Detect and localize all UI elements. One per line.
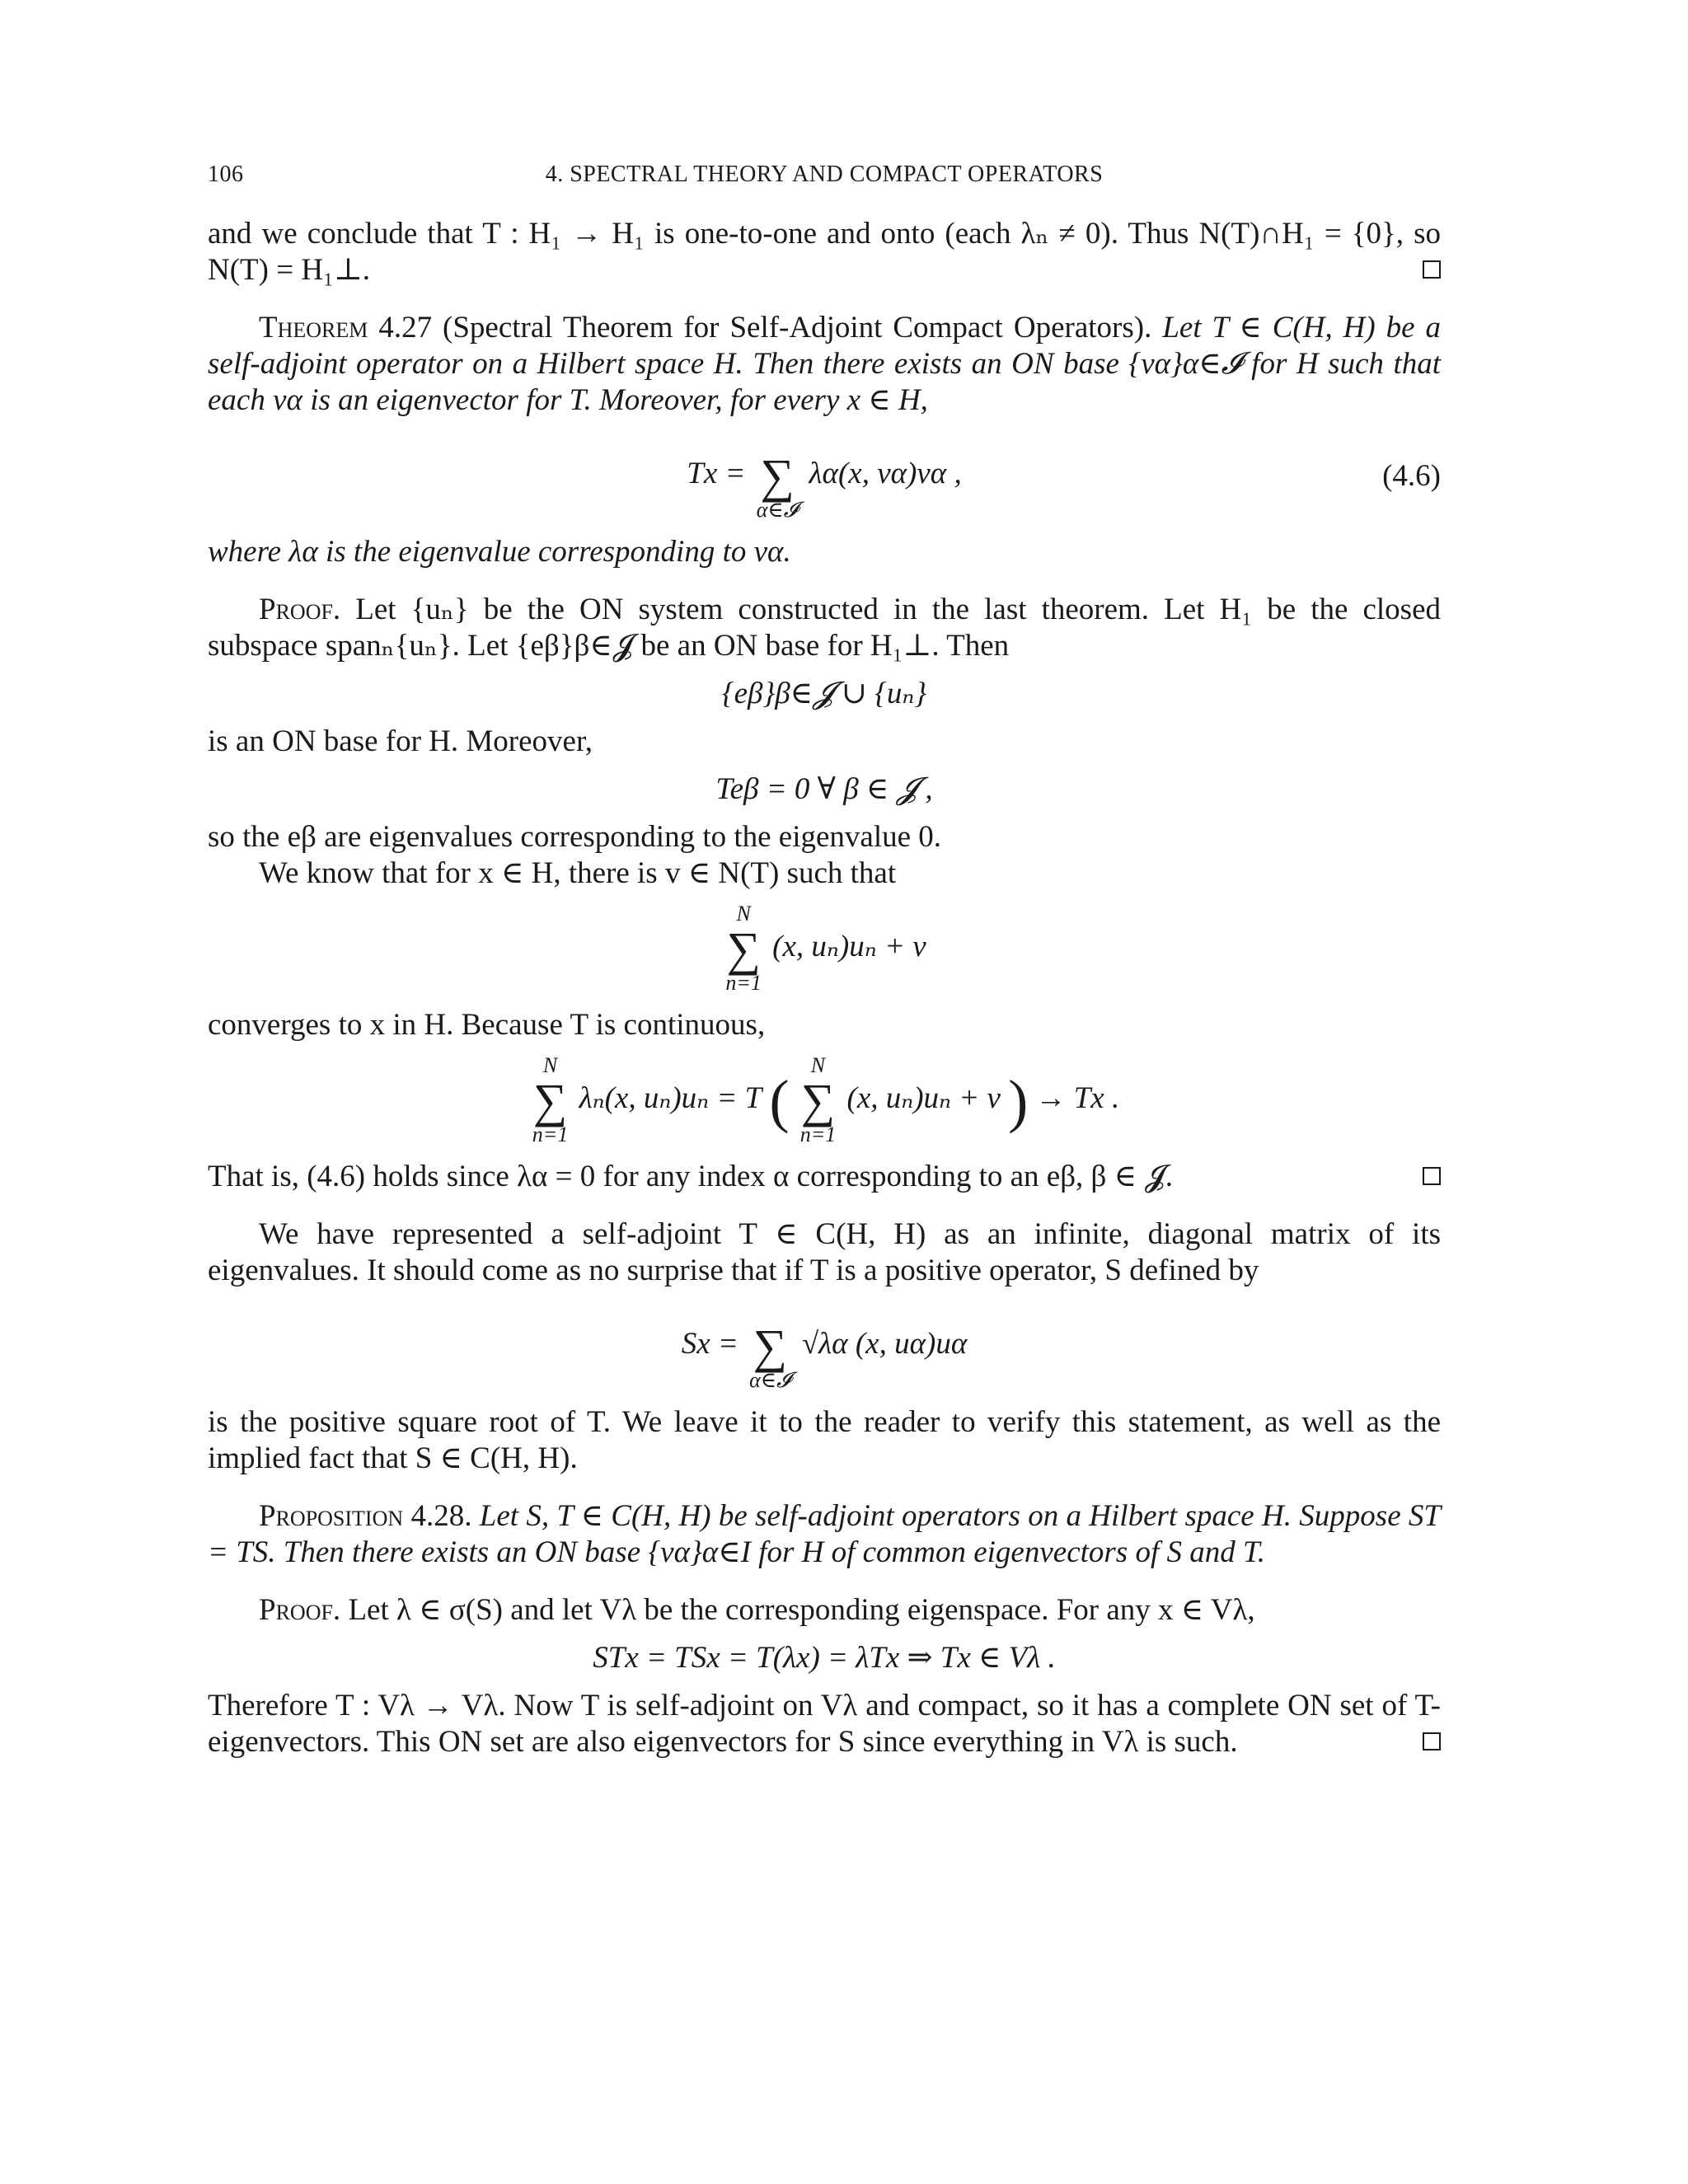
running-head xyxy=(208,157,1441,193)
right-paren-icon: ) xyxy=(1008,1068,1029,1134)
proof-1-text2-content: is an ON base for H. Moreover, xyxy=(208,724,593,758)
sum-lower-limit: n=1 xyxy=(799,1122,837,1146)
theorem-label: Theorem 4.27 xyxy=(259,311,433,344)
proof-label: Proof. xyxy=(259,593,341,626)
sum-upper-limit: N xyxy=(542,1053,558,1077)
proof-1-text3-content: so the eβ are eigenvalues corresponding to the eigenvalue 0. xyxy=(208,820,942,854)
display-commuting xyxy=(208,1640,1441,1676)
display-sqrt-rhs: √λα (x, uα)uα xyxy=(801,1327,968,1361)
display-sqrt-lhs: Sx = xyxy=(681,1327,738,1361)
paragraph-sqrt-text2: is the positive square root of T. We leave it to the reader to verify this statement, as well as the implied fact that S ∈ C(H, H). xyxy=(208,1405,1441,1475)
qed-square-icon xyxy=(1423,1167,1441,1185)
page-number: 106 xyxy=(208,162,244,187)
paragraph-conclusion xyxy=(208,216,1441,288)
sigma-icon: ∑ xyxy=(532,1074,568,1127)
display-commuting-text: STx = TSx = T(λx) = λTx ⇒ Tx ∈ Vλ . xyxy=(593,1641,1056,1675)
display-te-beta-text: Teβ = 0 ∀ β ∈ 𝓙 , xyxy=(715,772,933,806)
page xyxy=(208,157,1441,1760)
equation-number: (4.6) xyxy=(1382,459,1441,493)
sum-operator xyxy=(757,430,798,523)
equation-lhs: Tx = xyxy=(687,457,746,491)
sum-lower-limit: n=1 xyxy=(725,971,762,995)
proof-2-intro xyxy=(208,1592,1441,1629)
theorem-after xyxy=(208,534,1441,570)
sum-operator xyxy=(725,903,762,996)
sum-upper-limit: N xyxy=(736,902,751,926)
equation-rhs: λα(x, vα)vα , xyxy=(809,457,962,491)
paragraph-sqrt-text1: We have represented a self-adjoint T ∈ C(H, H) as an infinite, diagonal matrix of its eigenvalues. It should come as no surprise that if T is a positive operator, S defined by xyxy=(208,1217,1441,1287)
proof-1-text4-content: We know that for x ∈ H, there is v ∈ N(T) such that xyxy=(259,856,897,890)
display-base-union xyxy=(208,676,1441,712)
display-continuity xyxy=(208,1055,1441,1147)
proposition-label: Proposition 4.28. xyxy=(259,1499,472,1533)
proof-1-text6-content: That is, (4.6) holds since λα = 0 for any index α corresponding to an eβ, β ∈ 𝓙. xyxy=(208,1160,1174,1193)
proof-1-text3 xyxy=(208,819,1441,855)
proof-1-text6 xyxy=(208,1159,1441,1195)
proof-1-text1: Let {uₙ} be the ON system constructed in the last theorem. Let H₁ be the closed subspace spanₙ{uₙ}. Let {eβ}β∈𝓙 be an ON base for H₁⊥. Then xyxy=(208,593,1441,663)
proof-1-intro xyxy=(208,592,1441,664)
sum-lower-limit: α∈𝓘 xyxy=(749,1368,791,1392)
display-continuity-left: λₙ(x, uₙ)uₙ = T xyxy=(579,1081,762,1116)
sigma-icon: ∑ xyxy=(753,1319,788,1373)
proposition-statement: Let S, T ∈ C(H, H) be self-adjoint operators on a Hilbert space H. Suppose ST = TS. Then there exists an ON base {vα}α∈I for H of common eigenvectors of S and T. xyxy=(208,1499,1441,1569)
sigma-icon: ∑ xyxy=(800,1074,836,1127)
paragraph-conclusion-text: and we conclude that T : H₁ → H₁ is one-to-one and onto (each λₙ ≠ 0). Thus N(T)∩H₁ = {0}, so N(T) = H₁⊥. xyxy=(208,217,1441,287)
proof-1-text5 xyxy=(208,1007,1441,1043)
sum-operator xyxy=(800,1055,837,1147)
theorem-title: (Spectral Theorem for Self-Adjoint Compact Operators). xyxy=(443,311,1152,344)
proof-1-text4 xyxy=(208,855,1441,892)
qed-square-icon xyxy=(1423,1732,1441,1750)
proof-2-text1: Let λ ∈ σ(S) and let Vλ be the corresponding eigenspace. For any x ∈ Vλ, xyxy=(348,1593,1255,1627)
theorem-statement: Let T ∈ C(H, H) be a self-adjoint operator on a Hilbert space H. Then there exists an ON base {vα}α∈𝓘 for H such that each vα is an eigenvector for T. Moreover, for every x ∈ H, xyxy=(208,311,1442,417)
proof-2-end xyxy=(208,1688,1441,1760)
paragraph-sqrt-end xyxy=(208,1404,1441,1477)
display-sqrt xyxy=(208,1301,1441,1393)
proof-2-text2: Therefore T : Vλ → Vλ. Now T is self-adjoint on Vλ and compact, so it has a complete ON set of T-eigenvectors. This ON set are also eigenvectors for S since everything in Vλ is such. xyxy=(208,1689,1441,1759)
theorem-after-text: where λα is the eigenvalue corresponding to vα. xyxy=(208,535,791,569)
proof-label: Proof. xyxy=(259,1593,341,1627)
display-continuity-inner: (x, uₙ)uₙ + v xyxy=(846,1081,1001,1116)
proof-1-text2 xyxy=(208,724,1441,760)
equation-4-6 xyxy=(208,430,1441,523)
sigma-icon: ∑ xyxy=(726,922,761,976)
sum-operator xyxy=(749,1301,790,1393)
sum-lower-limit: α∈𝓘 xyxy=(756,498,799,522)
sum-operator xyxy=(532,1055,569,1147)
proposition-4-28 xyxy=(208,1498,1441,1571)
display-te-beta xyxy=(208,771,1441,808)
proof-1-text5-content: converges to x in H. Because T is continuous, xyxy=(208,1008,766,1042)
display-base-union-text: {eβ}β∈𝓙 ∪ {uₙ} xyxy=(721,677,927,710)
qed-square-icon xyxy=(1423,260,1441,279)
sum-lower-limit: n=1 xyxy=(532,1122,569,1146)
left-paren-icon: ( xyxy=(769,1068,790,1134)
display-partial-sum xyxy=(208,903,1441,996)
theorem-4-27 xyxy=(208,310,1441,419)
display-continuity-right: → Tx . xyxy=(1035,1081,1120,1116)
sum-upper-limit: N xyxy=(810,1053,826,1077)
paragraph-sqrt xyxy=(208,1216,1441,1289)
display-partial-sum-body: (x, uₙ)uₙ + v xyxy=(772,930,926,964)
running-title: 4. SPECTRAL THEORY AND COMPACT OPERATORS xyxy=(545,162,1104,187)
sigma-icon: ∑ xyxy=(760,449,795,503)
